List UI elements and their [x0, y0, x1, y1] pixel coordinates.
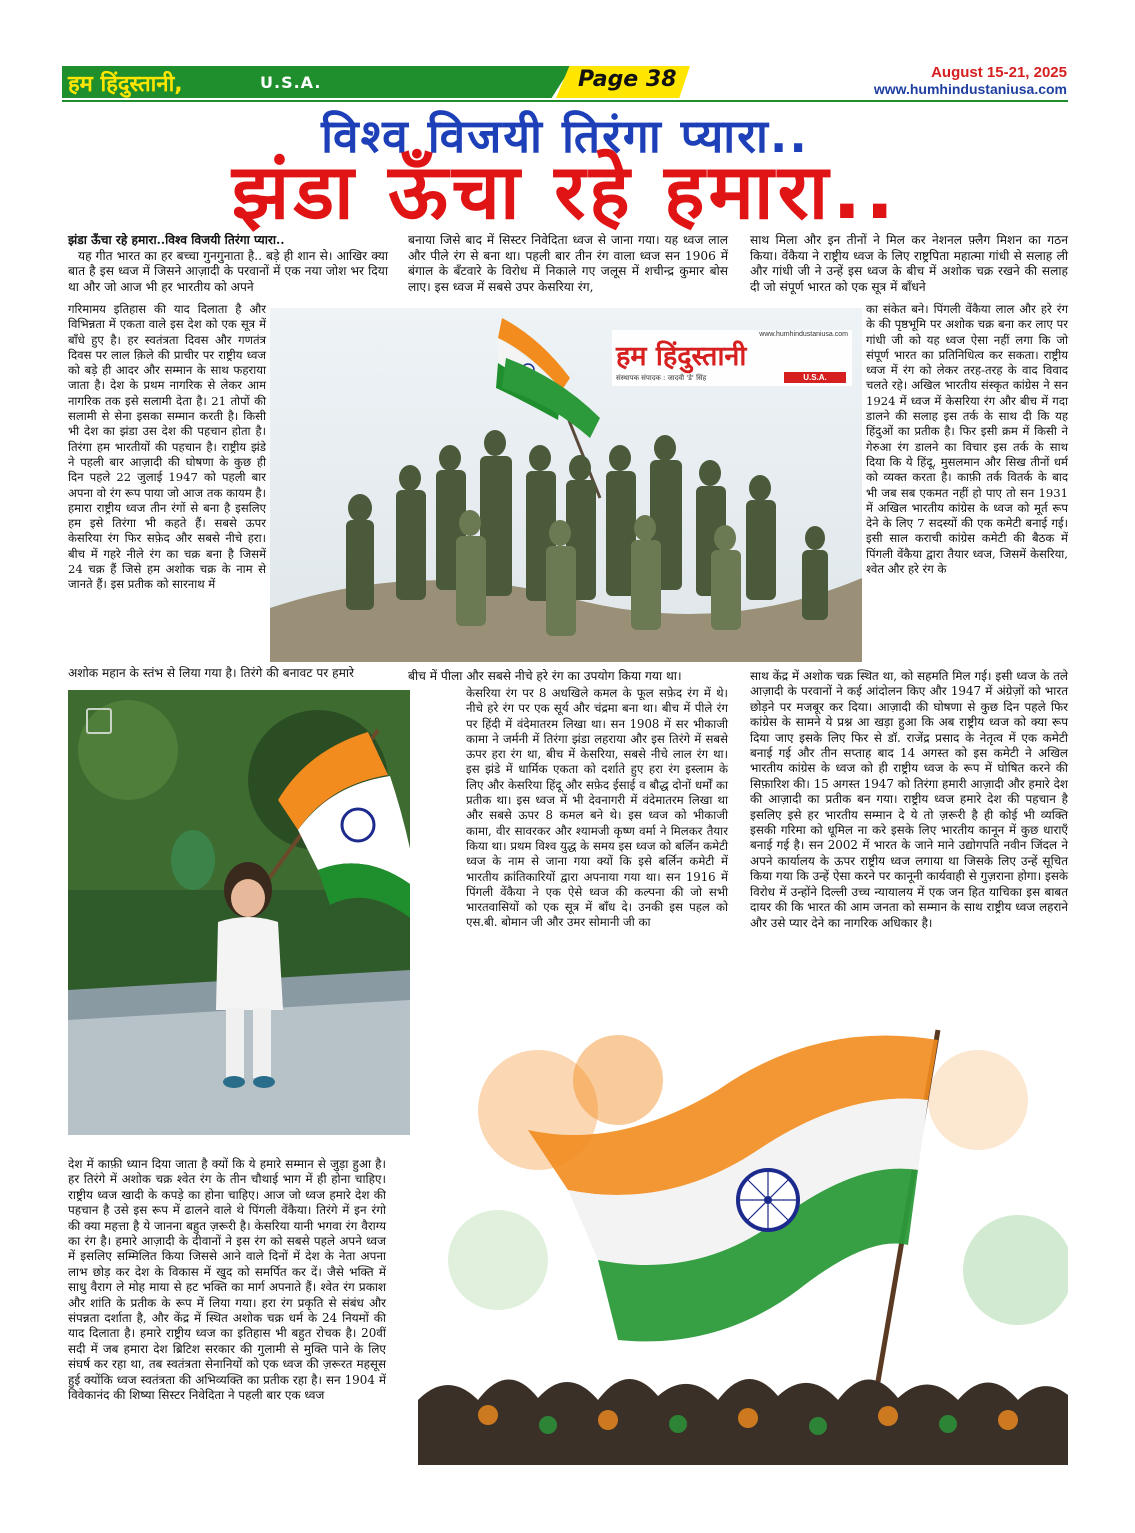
- article-col2-top: [408, 233, 728, 295]
- article-paragraph: यह गीत भारत का हर बच्चा गुनगुनाता है.. बड़े ही शान से। आखिर क्या बात है इस ध्वज में जिसने आज़ादी के परवानों में एक नया जोश भर दिया था और जो आज भी हर भारतीय को अपने: [68, 248, 388, 294]
- child-photo: [68, 690, 410, 1135]
- photo-logo-url: www.humhindustaniusa.com: [759, 331, 848, 338]
- headline-line-2: झंडा ऊँचा रहे हमारा..: [231, 147, 899, 236]
- article-paragraph: का संकेत बने। पिंगली वेंकैया लाल और हरे रंग के की पृष्ठभूमि पर अशोक चक्र बना कर लाए पर गांधी जी को यह ध्वज ऐसा नहीं लगा कि जो संपूर्ण भारत का प्रतिनिधित्व कर सकता। राष्ट्रीय ध्वज में रंग को लेकर तरह-तरह के वाद विवाद चलते रहे। अखिल भारतीय संस्कृत कांग्रेस ने सन 1924 में ध्वज में केसरिया रंग और बीच में गदा डालने की सलाह इस तर्क के साथ दी कि यह हिंदुओं का प्रतीक है। फिर इसी क्रम में किसी ने गेरुआ रंग डालने का विचार इस तर्क के साथ दिया कि ये हिंदू, मुसलमान और सिख तीनों धर्म को व्यक्त करता है। काफ़ी तर्क वितर्क के बाद भी जब सब एकमत नहीं हो पाए तो सन 1931 में अखिल भारतीय कांग्रेस के ध्वज को मूर्त रूप देने के लिए 7 सदस्यों की एक कमेटी बनाई गई। इसी साल कराची कांग्रेस कमेटी की बैठक में पिंगली वेंकैया द्वारा तैयार ध्वज, जिसमें केसरिया, श्वेत और हरे रंग के: [866, 302, 1068, 577]
- website-link[interactable]: www.humhindustaniusa.com: [873, 81, 1067, 97]
- article-col2-line: [408, 669, 728, 685]
- issue-date: August 15-21, 2025: [931, 64, 1067, 81]
- article-col1-tail: [68, 666, 388, 682]
- article-col2-mid: [466, 686, 728, 931]
- masthead-logo-suffix: U.S.A.: [260, 73, 322, 92]
- article-paragraph: अशोक महान के स्तंभ से लिया गया है। तिरंगे की बनावट पर हमारे: [68, 666, 355, 680]
- camera-icon: [86, 708, 112, 734]
- child-with-flag-icon: [68, 690, 410, 1135]
- headline-line-1: विश्व विजयी तिरंगा प्यारा..: [321, 109, 809, 163]
- article-col1-mid: [68, 302, 266, 593]
- masthead-divider: [62, 100, 1068, 102]
- article-col3-mid: [866, 302, 1068, 577]
- article-col1-top: [68, 233, 388, 295]
- page-number: Page 38: [578, 67, 677, 92]
- article-paragraph: देश में काफ़ी ध्यान दिया जाता है क्यों कि ये हमारे सम्मान से जुड़ा हुआ है। हर तिरंगे में अशोक चक्र श्वेत रंग के तीन चौथाई भाग में ही होना चाहिए। राष्ट्रीय ध्वज खादी के कपड़े का होना चाहिए। आज जो ध्वज हमारे देश की पहचान है उसे इस रूप में ढालने वाले थे पिंगली वेंकैया। तिरंगे में इन रंगो की क्या महत्ता है ये जानना बहुत ज़रूरी है। केसरिया यानी भगवा रंग वैराग्य का रंग है। हमारे आज़ादी के दीवानों ने इस रंग को सबसे पहले अपने ध्वज में इसलिए सम्मिलित किया जिससे आने वाले दिनों में देश के नेता अपना लाभ छोड़ कर देश के विकास में खुद को समर्पित कर दें। जैसे भक्ति में साधु वैराग ले मोह माया से हट भक्ति का मार्ग अपनाते हैं। श्वेत रंग प्रकाश और शांति के प्रतीक के रूप में लिया गया। हरा रंग प्रकृति से संबंध और संपन्नता दर्शाता है, और केंद्र में स्थित अशोक चक्र धर्म के 24 नियमों की याद दिलाता है। हमारे राष्ट्रीय ध्वज का इतिहास भी बहुत रोचक है। 20वीं सदी में जब हमारा देश ब्रिटिश सरकार की गुलामी से मुक्ति पाने के लिए संघर्ष कर रहा था, तब स्वतंत्रता सेनानियों को एक ध्वज की ज़रूरत महसूस हुई क्योंकि ध्वज स्वतंत्रता की अभिव्यक्ति का प्रतीक रहा है। सन 1904 में विवेकानंद की शिष्या सिस्टर निवेदिता ने पहली बार एक ध्वज: [68, 1157, 386, 1403]
- photo-logo-tagline: संस्थापक संपादक : जादवी 'डे' सिंह: [616, 374, 707, 382]
- article-col3-bottom: [750, 669, 1068, 931]
- article-col3-top: [750, 233, 1068, 295]
- flag-painting: [418, 1020, 1068, 1465]
- tiranga-painting-icon: [418, 1020, 1068, 1465]
- photo-logo-usa: U.S.A.: [784, 372, 846, 383]
- photo-logo: [612, 330, 852, 386]
- photo-logo-brand: हम हिंदुस्तानी: [616, 341, 747, 372]
- article-paragraph: बनाया जिसे बाद में सिस्टर निवेदिता ध्वज से जाना गया। यह ध्वज लाल और पीले रंग से बना था। पहली बार तीन रंग वाला ध्वज सन 1906 में बंगाल के बँटवारे के विरोध में निकाले गए जलूस में शचीन्द्र कुमार बोस लाए। इस ध्वज में सबसे उपर केसरिया रंग,: [408, 233, 728, 294]
- soldiers-photo: [270, 308, 862, 662]
- article-paragraph: साथ केंद्र में अशोक चक्र स्थित था, को सहमति मिल गई। इसी ध्वज के तले आज़ादी के परवानों ने कई आंदोलन किए और 1947 में अंग्रेज़ों को भारत छोड़ने पर मजबूर कर दिया। आज़ादी की घोषणा से कुछ दिन पहले फिर कांग्रेस के सामने ये प्रश्न आ खड़ा हुआ कि अब राष्ट्रीय ध्वज को क्या रूप दिया जाए इसके लिए फिर से डॉ. राजेंद्र प्रसाद के नेतृत्व में एक कमेटी बनाई गई और तीन सप्ताह बाद 14 अगस्त को इस कमेटी ने अखिल भारतीय कांग्रेस के ध्वज को ही राष्ट्रीय ध्वज के रूप में घोषित करने की सिफ़ारिश की। 15 अगस्त 1947 को तिरंगा हमारी आज़ादी और हमारे देश की आज़ादी का प्रतीक बन गया। राष्ट्रीय ध्वज हमारे देश की पहचान है इसलिए इसे हर भारतीय सम्मान दे ये तो ज़रूरी है ही कोई भी व्यक्ति इसकी गरिमा को धूमिल ना करे इसके लिए भारतीय कानून में कुछ धाराएँ बनाई गई है। सन 2002 में भारत के जाने माने उद्योगपति नवीन जिंदल ने अपने कार्यालय के ऊपर राष्ट्रीय ध्वज लगाया था जिसके लिए उन्हें सूचित किया गया कि उन्हें ऐसा करने पर कानूनी कार्यवाही से गुज़राना होगा। इसके विरोध में उन्होंने दिल्ली उच्च न्यायालय में एक जन हित याचिका इस बाबत दायर की कि भारत की आम जनता को सम्मान के साथ राष्ट्रीय ध्वज लहराने और उसे प्यार देने का नागरिक अधिकार है।: [750, 669, 1068, 930]
- article-kicker: झंडा ऊँचा रहे हमारा..विश्व विजयी तिरंगा प्यारा..: [68, 233, 285, 247]
- article-paragraph: गरिमामय इतिहास की याद दिलाता है और विभिन्नता में एकता वाले इस देश को एक सूत्र में बाँधे हुए है। हर स्वतंत्रता दिवस और गणतंत्र दिवस पर लाल क़िले की प्राचीर पर राष्ट्रीय ध्वज को बड़े ही आदर और सम्मान के साथ फहराया जाता है। देश के प्रथम नागरिक से लेकर आम नागरिक तक इसे सलामी देता है। 21 तोपों की सलामी से सेना इसका सम्मान करती है। किसी भी देश का झंडा उस देश की पहचान होता है। तिरंगा हम भारतीयों की पहचान है। राष्ट्रीय झंडे ने पहली बार आज़ादी की घोषणा के कुछ ही दिन पहले 22 जुलाई 1947 को पहली बार अपना वो रंग रूप पाया जो आज तक कायम है। हमारा राष्ट्रीय ध्वज तीन रंगों से बना है इसलिए हम इसे तिरंगा भी कहते हैं। सबसे ऊपर केसरिया रंग फिर सफ़ेद और सबसे नीचे हरा। बीच में गहरे नीले रंग का चक्र बना है जिसमें 24 चक्र हैं जिसे हम अशोक चक्र के नाम से जानते हैं। इस प्रतीक को सारनाथ में: [68, 302, 266, 592]
- article-col1-bottom: [68, 1157, 386, 1404]
- article-paragraph: बीच में पीला और सबसे नीचे हरे रंग का उपयोग किया गया था।: [408, 669, 682, 683]
- article-paragraph: साथ मिला और इन तीनों ने मिल कर नेशनल फ़्लैग मिशन का गठन किया। वेंकैया ने राष्ट्रीय ध्वज के लिए राष्ट्रपिता महात्मा गांधी से सलाह ली और गांधी जी ने उन्हें इस ध्वज के बीच में अशोक चक्र रखने की सलाह दी जो संपूर्ण भारत को एक सूत्र में बाँधने: [750, 233, 1068, 294]
- masthead-logo: हम हिंदुस्तानी,: [68, 72, 183, 97]
- article-paragraph: केसरिया रंग पर 8 अधखिले कमल के फूल सफ़ेद रंग में थे। नीचे हरे रंग पर एक सूर्य और चंद्रमा बना था। बीच में पीले रंग पर हिंदी में वंदेमातरम लिखा था। सन 1908 में सर भीकाजी कामा ने जर्मनी में तिरंगा झंडा लहराया और इस तिरंगे में सबसे ऊपर हरा रंग था, बीच में केसरिया, सबसे नीचे लाल रंग था। इस झंडे में धार्मिक एकता को दर्शाते हुए हरा रंग इस्लाम के लिए और केसरिया हिंदू और सफ़ेद ईसाई व बौद्ध दोनों धर्मों का प्रतीक था। इस ध्वज में भी देवनागरी में वंदेमातरम लिखा था और सबसे ऊपर 8 कमल बने थे। इस ध्वज को भीकाजी कामा, वीर सावरकर और श्यामजी कृष्ण वर्मा ने मिलकर तैयार किया था। प्रथम विश्व युद्ध के समय इस ध्वज को बर्लिन कमेटी ध्वज के नाम से जाना गया क्यों कि इसे बर्लिन कमेटी में भारतीय क्रांतिकारियों द्वारा अपनाया गया था। सन 1916 में पिंगली वेंकैया ने एक ऐसे ध्वज की कल्पना की जो सभी भारतवासियों को एक सूत्र में बाँध दे। उनकी इस पहल को एस.बी. बोमान जी और उमर सोमानी जी का: [466, 686, 728, 930]
